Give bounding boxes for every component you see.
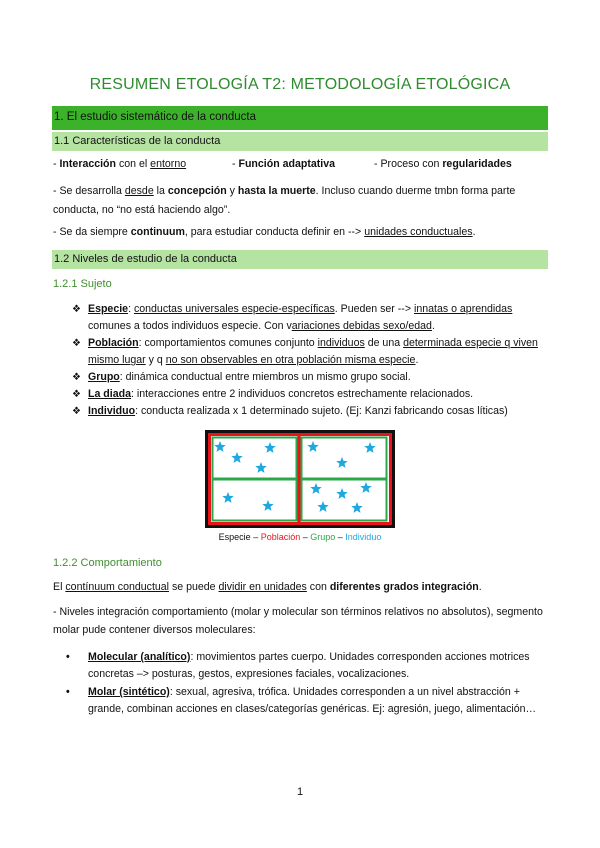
page-number: 1	[296, 786, 304, 798]
text-run: y	[226, 185, 238, 197]
text-run: diferentes grados integración	[329, 581, 479, 593]
text-run: y q	[145, 354, 166, 366]
text-run: innatas o aprendidas	[413, 303, 513, 315]
caption-sep: –	[250, 532, 261, 542]
text-run: entorno	[150, 158, 187, 170]
text-run: : dinámica conductual entre miembros un mismo grupo social.	[119, 371, 411, 383]
diamond-bullet-icon: ❖	[72, 389, 81, 400]
text-run: . Pueden ser -->	[334, 303, 414, 315]
text-run: -	[53, 158, 60, 170]
text-run: de una	[364, 337, 404, 349]
text-run: continuum	[130, 226, 185, 238]
text-run: Molar (sintético)	[88, 686, 170, 698]
diamond-bullet-icon: ❖	[72, 372, 81, 383]
text-run: dividir en unidades	[218, 581, 307, 593]
text-run: .	[478, 581, 482, 593]
text-run: - Proceso con	[374, 158, 443, 170]
paragraph-continuum	[53, 223, 548, 242]
text-run: - Niveles integración comportamiento (molar y molecular son términos relativos no absolutos), segmento molar pude contener diversos moleculares:	[53, 606, 543, 636]
text-run: la	[153, 185, 168, 197]
paragraph-desarrollo	[53, 182, 548, 220]
list-item-individuo	[72, 403, 548, 420]
caption-grupo: Grupo	[310, 532, 336, 542]
text-run: no son observables en otra población misma especie	[165, 354, 416, 366]
diamond-bullet-icon: ❖	[72, 406, 81, 417]
diagram-caption	[0, 532, 600, 542]
text-run: Grupo	[88, 371, 120, 383]
text-run: -	[232, 158, 239, 170]
heading-1-1: 1.1 Características de la conducta	[52, 132, 548, 151]
list-item-poblacion	[72, 335, 548, 369]
text-run: determinada especie q viven mismo lugar	[88, 337, 538, 366]
text-run: desde	[124, 185, 154, 197]
paragraph-continuum-conductual	[53, 578, 548, 597]
list-item-molecular	[66, 649, 548, 683]
caption-individuo: Individuo	[345, 532, 382, 542]
text-run: : movimientos partes cuerpo. Unidades corresponden acciones motrices concretas –> posturas, gestos, expresiones faciales, vocalizaciones.	[88, 651, 530, 680]
text-run: : interacciones entre 2 individuos concretos estrechamente relacionados.	[130, 388, 474, 400]
text-run: Población	[88, 337, 139, 349]
text-run: .	[415, 354, 419, 366]
text-run: comunes a todos individuos especie. Con v	[88, 320, 292, 332]
caption-sep: –	[335, 532, 346, 542]
text-run: individuos	[317, 337, 365, 349]
text-run: .	[431, 320, 435, 332]
text-run: contínuum conductual	[65, 581, 170, 593]
text-run: : comportamientos comunes conjunto	[138, 337, 318, 349]
item-text	[88, 303, 512, 332]
levels-diagram	[205, 430, 395, 528]
text-run: con el	[116, 158, 151, 170]
bullet-icon: •	[66, 651, 70, 663]
text-run: regularidades	[442, 158, 512, 170]
char-interaccion	[53, 155, 186, 174]
list-item-diada	[72, 386, 548, 403]
heading-1-2-2: 1.2.2 Comportamiento	[53, 557, 162, 569]
item-text	[88, 388, 473, 400]
text-run: Interacción	[59, 158, 117, 170]
caption-poblacion: Población	[260, 532, 301, 542]
diamond-bullet-icon: ❖	[72, 338, 81, 349]
text-run: Individuo	[88, 405, 136, 417]
text-run: Función adaptativa	[238, 158, 336, 170]
char-proceso	[374, 155, 512, 174]
text-run: La diada	[88, 388, 131, 400]
text-run: : conducta realizada x 1 determinado sujeto. (Ej: Kanzi fabricando cosas líticas)	[135, 405, 508, 417]
list-item-molar	[66, 684, 548, 718]
heading-1: 1. El estudio sistemático de la conducta	[52, 106, 548, 130]
text-run: hasta la muerte	[237, 185, 316, 197]
item-text	[88, 337, 538, 366]
text-run: unidades conductuales	[364, 226, 473, 238]
text-run: Molecular (analítico)	[88, 651, 191, 663]
document-title: RESUMEN ETOLOGÍA T2: METODOLOGÍA ETOLÓGICA	[89, 76, 511, 93]
text-run: , para estudiar conducta definir en -->	[184, 226, 365, 238]
caption-sep: –	[300, 532, 311, 542]
item-text	[88, 371, 411, 383]
item-text	[88, 651, 530, 680]
text-run: El	[53, 581, 66, 593]
text-run: Especie	[88, 303, 129, 315]
text-run: concepción	[167, 185, 227, 197]
item-text	[88, 405, 508, 417]
text-run: . Incluso cuando duerme tmbn forma parte conducta, no “no está haciendo algo”.	[53, 185, 516, 216]
list-item-grupo	[72, 369, 548, 386]
caption-especie: Especie	[218, 532, 251, 542]
char-funcion	[232, 155, 335, 174]
text-run: se puede	[169, 581, 219, 593]
text-run: con	[306, 581, 330, 593]
text-run: .	[472, 226, 476, 238]
diamond-bullet-icon: ❖	[72, 304, 81, 315]
list-item-especie	[72, 301, 548, 335]
paragraph-niveles	[53, 603, 548, 639]
text-run: : sexual, agresiva, trófica. Unidades corresponden a un nivel abstracción + grande, combinan acciones en clases/categorías genéricas. Ej: agresión, juego, alimentación…	[88, 686, 537, 715]
text-run: ariaciones debidas sexo/edad	[291, 320, 432, 332]
bullet-icon: •	[66, 686, 70, 698]
text-run: :	[128, 303, 134, 315]
text-run: conductas universales especie-específicas	[133, 303, 335, 315]
item-text	[88, 686, 536, 715]
heading-1-2-1: 1.2.1 Sujeto	[53, 278, 112, 290]
text-run: - Se desarrolla	[53, 185, 125, 197]
text-run: - Se da siempre	[53, 226, 131, 238]
heading-1-2: 1.2 Niveles de estudio de la conducta	[52, 250, 548, 269]
